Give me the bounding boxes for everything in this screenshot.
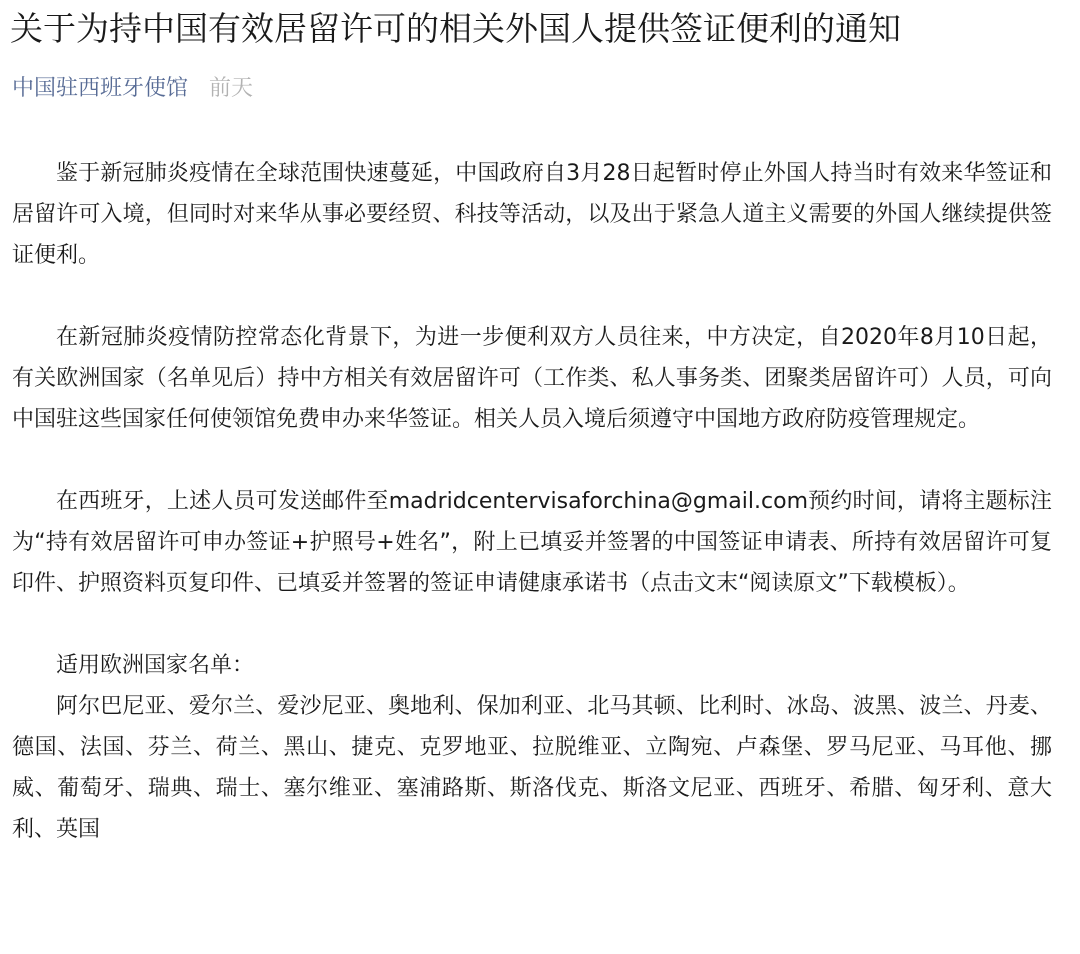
article-title: 关于为持中国有效居留许可的相关外国人提供签证便利的通知 [10, 9, 901, 48]
article-content [12, 153, 1052, 850]
email-address: madridcentervisaforchina@gmail.com [388, 489, 808, 514]
paragraph-1: 鉴于新冠肺炎疫情在全球范围快速蔓延，中国政府自3月28日起暂时停止外国人持当时有效来华签证和居留许可入境，但同时对来华从事必要经贸、科技等活动，以及出于紧急人道主义需要的外国人继续提供签证便利。 [12, 161, 1052, 268]
author-link[interactable]: 中国驻西班牙使馆 [12, 76, 189, 101]
article-meta [12, 72, 253, 106]
paragraph-spacer [12, 604, 1052, 645]
paragraph-2: 在新冠肺炎疫情防控常态化背景下，为进一步便利双方人员往来，中方决定，自2020年8月10日起，有关欧洲国家（名单见后）持中方相关有效居留许可（工作类、私人事务类、团聚类居留许可）人员，可向中国驻这些国家任何使领馆免费申办来华签证。相关人员入境后须遵守中国地方政府防疫管理规定。 [12, 325, 1052, 432]
publish-date: 前天 [209, 76, 254, 101]
paragraph-spacer [12, 276, 1052, 317]
paragraph-3-rest: 预约时间，请将主题标注为“持有效居留许可申办签证+护照号+姓名”，附上已填妥并签署的中国签证申请表、所持有效居留许可复印件、护照资料页复印件、已填妥并签署的签证申请健康承诺书（点击文末“阅读原文”下载模板）。 [12, 489, 1052, 596]
paragraph-3 [12, 481, 1052, 604]
country-list-heading: 适用欧洲国家名单： [56, 653, 255, 678]
paragraph-spacer [12, 440, 1052, 481]
country-list: 阿尔巴尼亚、爱尔兰、爱沙尼亚、奥地利、保加利亚、北马其顿、比利时、冰岛、波黑、波兰、丹麦、德国、法国、芬兰、荷兰、黑山、捷克、克罗地亚、拉脱维亚、立陶宛、卢森堡、罗马尼亚、马耳他、挪威、葡萄牙、瑞典、瑞士、塞尔维亚、塞浦路斯、斯洛伐克、斯洛文尼亚、西班牙、希腊、匈牙利、意大利、英国 [12, 694, 1052, 842]
paragraph-3-lead: 在西班牙，上述人员可发送邮件至 [56, 489, 389, 514]
